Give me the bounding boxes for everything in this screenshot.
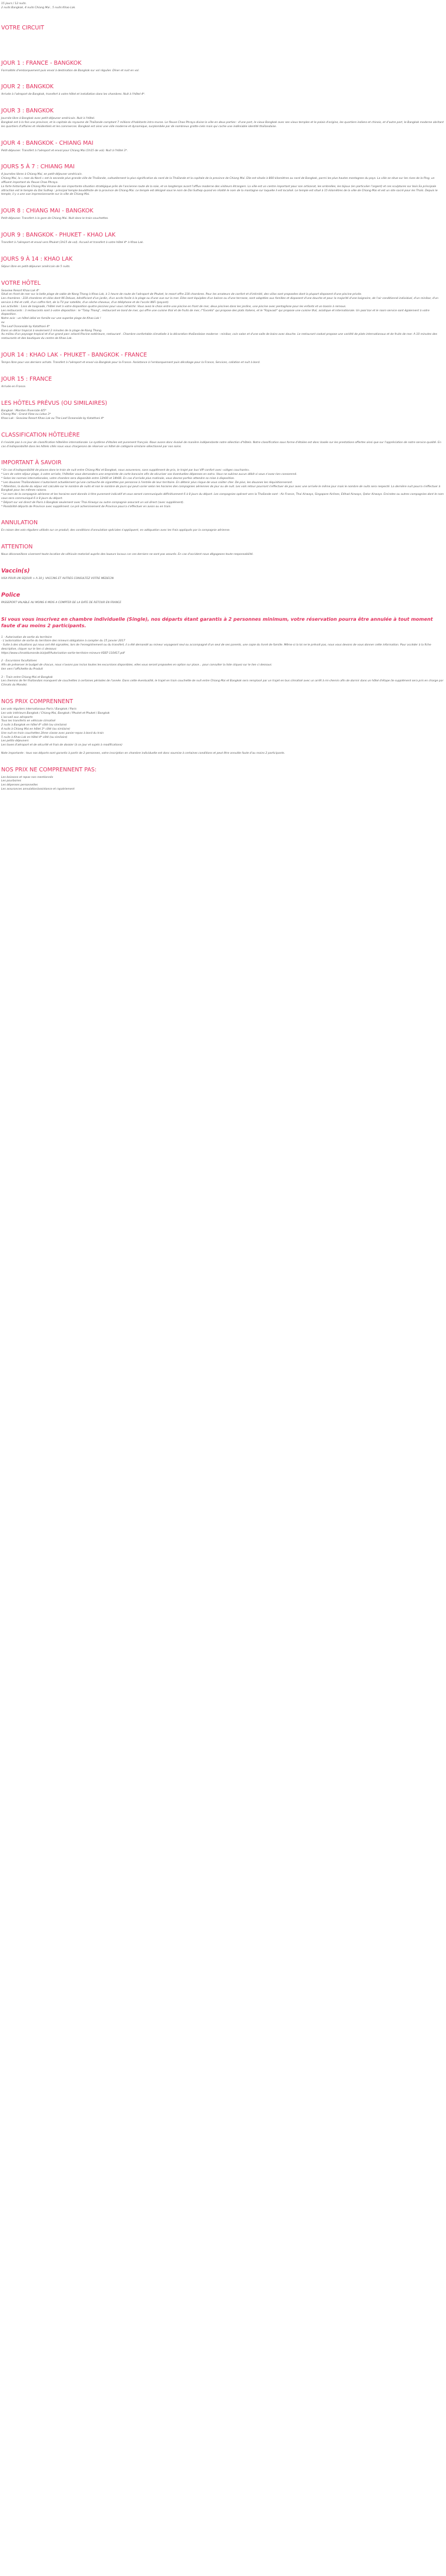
day15-title: JOUR 15 : FRANCE — [1, 375, 52, 382]
day5-7-text: 4 journées libres à Chiang Mai, en petit-déjeuner américain. Chiang Mai, la « rose du Nord » est la seconde plus grande ville de Thaïlande, cultuellement la plus significative du nord de la Thaïlande et la capitale de la province de Chiang Mai. Elle est située à 800 kilomètres au nord de Bangkok, parmi les plus hautes montagnes du pays. La ville se situe sur les rives de la Ping, un affluent important du fleuve Chao Phraya. La forte historique de Chiang Mai émane de son importante situation stratégique près de l'ancienne route de la soie, et ce longtemps avant l'afflux moderne des visiteurs étrangers. La ville est un centre important pour son artisanat, les ombrelles, les bijoux (en particulier l'argent) et ces sculptures sur bois.Sa principale attraction est le temple du Doi Suthep : principal temple bouddhiste de la province de Chiang Mai. Le temple est désigné sous le nom de Doi Suthep quand en réalité le nom de la montagne sur laquelle il est localisé. Le temple est situé à 15 kilomètres de la ville de Chiang Mai et est un site sacré pour les Thaïs. Depuis le temple, il y a une vue impressionnante sur la ville de Chiang Mai. — [1, 173, 438, 197]
single-room-warning: Si vous vous inscrivez en chambre individuelle (Single), nos départs étant garantis à 2 personnes minimum, votre réservation pourra être annulée à tout moment faute d'au moins 2 participants. — [1, 616, 433, 628]
day9-title: JOUR 9 : BANGKOK - PHUKET - KHAO LAK — [1, 231, 116, 238]
annulation-heading: ANNULATION — [1, 520, 38, 527]
day14-title: JOUR 14 : KHAO LAK - PHUKET - BANGKOK - FRANCE — [1, 351, 147, 358]
hotel-heading: VOTRE HÔTEL — [1, 279, 41, 287]
notes-text: 1 - Autorisation de sortie du territoire · L'autorisation de sortie du territoire des mineurs obligatoire à compter du 15 janvier 2017 · Suite à des situations qui nous ont été signalées, lors de l'enregistrement ou du transfert, il a été demandé au mineur voyageant seul ou accompagné d'un seul de ses parents, une copie du livret de famille. Même si la loi ne le prévoit pas, nous vous devons de vous donner cette information. Pour accéder à la fiche descriptive, cliquer sur le lien ci dessous: https://www.climatdumonde.biz/pdf/Autorisation-sortie-territoire-mineurs-VDEF-110417.pdf 2 - Excursions facultatives Afin de préserver le budget de chacun, nous n'avons pas inclus toutes les excursions disponibles, elles vous seront proposées en option sur place... pour consulter la liste cliquez sur le lien ci dessous: lien vers l'affichette du Produit 3 – Train entre Chiang Mai et Bangkok Les chemins de fer thaïlandais manquent de couchettes à certaines périodes de l'année. Dans cette éventualité, le trajet en train couchette de nuit entre Chiang Mai et Bangkok sera remplacé par un trajet en bus climatisé avec un arrêt à mi-chemin afin de dormir dans un hôtel d'étape (le supplément sera pris en charge par Climats du Monde). — [1, 635, 444, 687]
day4-title: JOUR 4 : BANGKOK - CHIANG MAI — [1, 139, 94, 147]
day4-text: Petit-déjeuner. Transfert à l'aéroport et envol pour Chiang Mai (1h15 de vol). Nuit à l'hôtel 3*. — [1, 149, 128, 152]
day9-text: Transfert à l'aéroport et envol vers Phuket (1h15 de vol). Accueil et transfert à votre hôtel 4* à Khao Lak. — [1, 241, 144, 244]
day8-title: JOUR 8 : CHIANG MAI - BANGKOK — [1, 208, 94, 215]
vaccins-heading: Vaccin(s) — [1, 568, 30, 575]
day3-text: Journée libre à Bangkok avec petit-déjeuner américain. Nuit à l'hôtel. Bangkok est à la fois une province, et la capitale du royaume de Thaïlande comptant 7 millions d'habitants intra-muros. Le fleuve Chao Phraya divise la ville en deux parties : d'une part, le vieux Bangkok avec ses vieux temples et le palais d'origine, les quartiers indiens et chinois, et d'autre part, le Bangkok moderne abritant les quartiers d'affaires et résidentiels et les commerces. Bangkok est ainsi une ville moderne et dynamique, surplombée par de nombreux gratte-ciels mais qui cache une indéniable identité thaïlandaise. — [1, 117, 444, 128]
day9-14-title: JOURS 9 À 14 : KHAO LAK — [1, 255, 73, 262]
day3-title: JOUR 3 : BANGKOK — [1, 108, 54, 115]
day8-text: Petit-déjeuner. Transfert à la gare de Chiang Mai. Nuit dans le train-couchettes. — [1, 217, 109, 221]
hotel-text: Seaview Resort Khao Lak 4* Situé en front de mer sur la belle plage de sable de Nang Thong à Khao Lak, à 1 heure de route de l'aéroport de Phuket, le resort offre 218 chambres. Pour les amateurs de confort et d'intimité, des villas sont proposées dont la plupart disposent d'une piscine privée. Les chambres : 218 chambres et villas dont 96 Deluxe, bénéficiant d'un jardin, d'un accès facile à la plage ou d'une vue sur la mer. Elles sont équipées d'un balcon ou d'une terrasse, sont adaptées aux familles et disposent d'une douche et pour la majorité d'une baignoire, de l'air conditionné individuel, d'un minibar, d'un service à thé et café, d'un coffre-fort, de la TV par satellite, d'un sèche-cheveux, d'un téléphone et de l'accès WiFi (payant). Les activités : 1ans de baignade, l'hôtel met à votre disposition quatre piscines pour vous rafraîchir. Vous avez le choix entre une piscine en front de mer, deux piscines dans les jardins, une piscine avec pentaglisse pour les enfants et un bassin à remous. Les restaurants : 3 restaurants sont à votre disposition : le "Talay Thong", restaurant en bord de mer, qui offre une cuisine thaï et de fruits de mer, l'"Excello" qui propose des plats italiens, et le "Rajavadi" qui propose une cuisine thaï, asiatique et internationale. Un pool bar et le room service sont également à votre disposition. Notre avis : un hôtel idéal en famille sur une superbe plage de Khao Lak ! ou The Leaf Oceanside by Katathani 4* Dans un décor tropical à seulement 2 minutes de la plage de Nang Thong. Au milieu d'un paysage tropical et d'un grand parc arboré.Piscine extérieure, restaurant . Chambre confortable climatisée à la décoration thaïlandaise moderne : minibar, coin salon et d'une salle de bains avec douche. Le restaurant cookat propose une variété de plats internationaux et de fruits de mer. A 10 minutes des restaurants et des boutiques du centre de Khao Lak. — [1, 289, 438, 341]
circuit-heading: VOTRE CIRCUIT — [1, 24, 44, 31]
prix-heading: NOS PRIX COMPRENNENT — [1, 698, 74, 705]
trip-document — [0, 0, 445, 792]
day2-title: JOUR 2 : BANGKOK — [1, 84, 54, 91]
non-compris-heading: NOS PRIX NE COMPRENNENT PAS: — [1, 766, 97, 773]
important-heading: IMPORTANT À SAVOIR — [1, 460, 62, 467]
day14-text: Temps libre pour vos derniers achats. Transfert à l'aéroport et envol via Bangkok pour la France. Assistance à l'embarquement puis décollage pour la France, Services, collation et nuit à bord. — [1, 361, 261, 364]
day1-text: Formalités d'embarquement puis envol à destination de Bangkok sur vol régulier. Dîner et nuit en vol. — [1, 69, 139, 72]
prix-text: Les vols réguliers internationaux Paris / Bangkok / Paris Les vols intérieurs Bangkok / Chiang Mai, Bangkok / Phuket et Phuket / Bangkok L'accueil aux aéroports Tous les transferts en véhicule climatisé 2 nuits à Bangkok en hôtel 4* côté (ou similaire) 4 nuits à Chiang Mai en hôtel 3* côté (ou similaire) Une nuit en train couchettes 2ème classe avec panier-repas à bord du train 5 nuits à Khao Lak en hôtel 4* côté (ou similaire) Les petits-déjeuners Les taxes d'aéroport et de sécurité et frais de dossier (à ce jour et sujets à modifications) Note importante : tous nos départs sont garantis à partir de 2 personnes, votre inscription en chambre individuelle est donc soumise à certaines conditions et peut être annulée faute d'au moins 2 participants. — [1, 708, 285, 755]
police-heading: Police — [1, 591, 21, 598]
day1-title: JOUR 1 : FRANCE - BANGKOK — [1, 59, 82, 66]
classification-heading: CLASSIFICATION HÔTELIÈRE — [1, 431, 80, 438]
intro-nights: 2 nuits Bangkok, 4 nuits Chiang Mai , 5 nuits Khao Lak. — [1, 6, 76, 9]
day9-14-text: Séjour libre en petit-déjeuner américain de 5 nuits. — [1, 265, 71, 268]
hotels-prevus-heading: LES HÔTELS PRÉVUS (OU SIMILAIRES) — [1, 400, 108, 407]
police-text: PASSEPORT VALABLE AU MOINS 6 MOIS A COMPTER DE LA DATE DE RETOUR EN FRANCE — [1, 601, 122, 604]
day5-7-title: JOURS 5 À 7 : CHIANG MAI — [1, 164, 75, 171]
hotels-prevus-text: Bangkok : Montien Riverside 4/5* Chiang Mai : Grand View ou Lotus 3* Khao Lak : Seaview Resort Khao Lak ou The Leaf Oceanside by Katathani 4* — [1, 409, 104, 421]
non-compris-text: Les boissons et repas non mentionnés Les pourboires Les dépenses personnelles Les assurances annulation/assistance et rapatriement — [1, 776, 75, 791]
vaccins-text: VISA POUR UN SEJOUR > A 30 J. VACCINS ET AUTRES CONSULTEZ VOTRE MEDECIN — [1, 577, 114, 581]
day2-text: Arrivée à l'aéroport de Bangkok, transfert à votre hôtel et installation dans les chambres. Nuit à l'hôtel 4*. — [1, 93, 145, 96]
day15-text: Arrivée en France. — [1, 385, 26, 388]
attention-heading: ATTENTION — [1, 544, 33, 551]
classification-text: Il n'existe pas à ce jour de classification hôtelière internationale. Le système d'étoiles est purement français. Nous avons donc évalué de manière indépendante notre sélection d'hôtels. Notre classification sous forme d'étoiles est donc basée sur les prestations offertes ainsi que sur l'appréciation de notre service qualité. En cas d'indisponibilité dans les hôtels cités nous vous chargerons de réserver un hôtel de catégorie similaire sélectionné par nos soins. — [1, 441, 442, 448]
important-text: * En cas d'indisponibilité de places dans le train de nuit entre Chiang Mai et Bangkok, nous assurerons, sans supplément de prix, le trajet par bus VIP confort avec «sièges couchants». * Lors de votre séjour plage, à votre arrivée, l'hôtelier vous demandera une empreinte de carte bancaire afin de sécuriser vos éventuelles dépenses en extra. Vous ne subirez aucun débit si vous n'avez rien consommé. * Selon les normes internationales, votre chambre sera disponible entre 12h00 et 14h00. En cas d'arrivée plus matinale, vous devrez parfois attendre sa mise à disposition. * Les douanes Thaïlandaises n'autorisent actuellement qu'une cartouche de cigarettes par personne à l'entrée de leur territoire. En détenir plus risque de vous coûter cher. De plus, les douanes les réquisitionneront. * Attention, la durée du séjour est calculée sur le nombre de nuits et non le nombre de jours qui peut varier selon les horaires des compagnies aériennes de jour ou de nuit. Les vols retour pourront s'effectuer de jour avec une arrivée le même jour mais le nombre de nuits sera respecté. La dernière nuit pourra s'effectuer à Bangkok pour les mêmes raisons. * Le nom de la compagnie aérienne et les horaires sont donnés à titre purement indicatif et vous seront communiqués définitivement 6 à 8 jours du départ. Les compagnies opérant vers la Thaïlande sont : Air France, Thai Airways, Singapore Airlines, Etihad Airways, Qatar Airways. Emirates ou autres compagnies dont le nom vous sera communiqué 6 à 8 jours du départ. * Départ sur vol direct de Paris à Bangkok seulement avec Thai Airways ou autre compagnie assurant un vol direct (avec supplément). * Possibilité départs de Province avec supplément. Le pré acheminement de Province pourra s'effectuer en avion ou en train. — [1, 469, 444, 508]
annulation-text: En raison des vols réguliers utilisés sur ce produit, des conditions d'annulation spéciales s'appliquent, en adéquation avec les frais appliqués par la compagnie aérienne. — [1, 529, 231, 532]
attention-text: Nous déconseillons vivement toute location de véhicule motorisé auprès des loueurs locaux car ces derniers ne sont pas assurés. En cas d'accident nous dégageons toute responsabilité. — [1, 553, 254, 557]
intro-duration: 15 jours / 12 nuits. — [1, 2, 27, 5]
